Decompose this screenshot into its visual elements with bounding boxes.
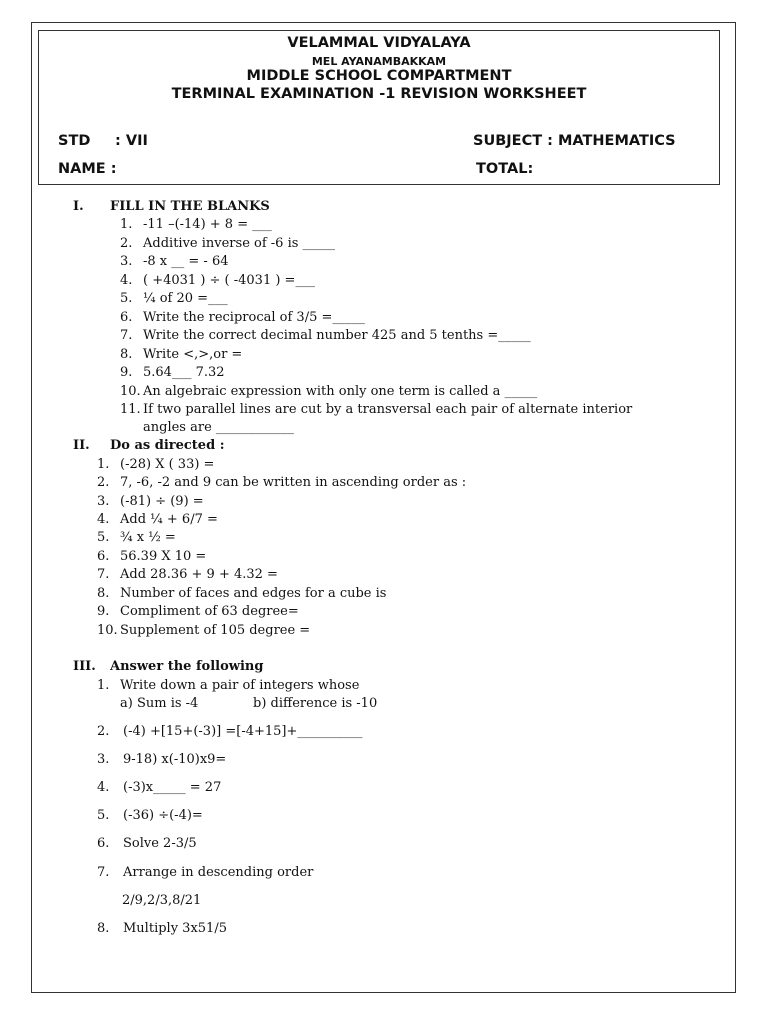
section-3-title: Answer the following (110, 659, 264, 674)
s1-item-text: Write the correct decimal number 425 and 5 tenths =_____ (143, 328, 531, 343)
s3-item-1-option-a: a) Sum is -4 (120, 696, 199, 711)
s1-item-num: 3. (120, 254, 133, 269)
s3-item-text: Write down a pair of integers whose (120, 678, 360, 693)
s3-item-num: 1. (97, 678, 110, 693)
s3-item-text: (-4) +[15+(-3)] =[-4+15]+__________ (123, 724, 363, 739)
s2-item-text: (-28) X ( 33) = (120, 457, 215, 472)
s3-item-text: 9-18) x(-10)x9= (123, 752, 227, 767)
s2-item-text: 7, -6, -2 and 9 can be written in ascending order as : (120, 475, 467, 490)
s2-item-num: 10. (97, 623, 118, 638)
s1-item-num: 10. (120, 384, 141, 399)
s3-item-num: 7. (97, 865, 110, 880)
s1-item-num: 5. (120, 291, 133, 306)
s2-item-num: 2. (97, 475, 110, 490)
s1-item-num: 2. (120, 236, 133, 251)
s2-item-text: Add 28.36 + 9 + 4.32 = (120, 567, 278, 582)
s1-item-text: 5.64___ 7.32 (143, 365, 225, 380)
section-2-title: Do as directed : (110, 438, 225, 453)
total-label: TOTAL: (476, 161, 534, 177)
s3-item-text: (-3)x_____ = 27 (123, 780, 222, 795)
section-2-numeral: II. (73, 438, 90, 453)
s3-item-7-values: 2/9,2/3,8/21 (122, 893, 202, 908)
s1-item-text: -11 –(-14) + 8 = ___ (143, 217, 272, 232)
s1-item-num: 1. (120, 217, 133, 232)
s2-item-num: 7. (97, 567, 110, 582)
s2-item-num: 9. (97, 604, 110, 619)
s1-item-11-continuation: angles are ____________ (143, 420, 294, 435)
compartment-title: MIDDLE SCHOOL COMPARTMENT (246, 68, 512, 84)
s3-item-text: Multiply 3x51/5 (123, 921, 227, 936)
s2-item-num: 5. (97, 530, 110, 545)
s1-item-num: 4. (120, 273, 133, 288)
s3-item-num: 2. (97, 724, 110, 739)
section-3-numeral: III. (73, 659, 96, 674)
s2-item-text: Add ¼ + 6/7 = (120, 512, 218, 527)
s2-item-num: 6. (97, 549, 110, 564)
s3-item-1-option-b: b) difference is -10 (253, 696, 378, 711)
s1-item-num: 6. (120, 310, 133, 325)
std-label: STD (58, 133, 91, 149)
s3-item-num: 8. (97, 921, 110, 936)
s2-item-num: 4. (97, 512, 110, 527)
s1-item-text: If two parallel lines are cut by a transversal each pair of alternate interior (143, 402, 633, 417)
s3-item-text: (-36) ÷(-4)= (123, 808, 203, 823)
section-1-numeral: I. (73, 199, 84, 214)
s1-item-num: 11. (120, 402, 141, 417)
s1-item-text: ( +4031 ) ÷ ( -4031 ) =___ (143, 273, 315, 288)
section-1-title: FILL IN THE BLANKS (110, 199, 270, 214)
school-name: VELAMMAL VIDYALAYA (287, 35, 471, 51)
s1-item-text: Additive inverse of -6 is _____ (143, 236, 336, 251)
s2-item-text: Number of faces and edges for a cube is (120, 586, 387, 601)
s1-item-text: Write <,>,or = (143, 347, 243, 362)
header-box (38, 30, 720, 185)
s2-item-text: Compliment of 63 degree= (120, 604, 299, 619)
school-location: MEL AYANAMBAKKAM (311, 55, 447, 68)
s2-item-text: Supplement of 105 degree = (120, 623, 311, 638)
s2-item-text: 56.39 X 10 = (120, 549, 207, 564)
s2-item-num: 8. (97, 586, 110, 601)
s1-item-text: -8 x __ = - 64 (143, 254, 229, 269)
s2-item-text: ¾ x ½ = (120, 530, 176, 545)
s3-item-text: Solve 2-3/5 (123, 836, 197, 851)
s1-item-num: 9. (120, 365, 133, 380)
s1-item-text: An algebraic expression with only one term is called a _____ (143, 384, 538, 399)
s3-item-num: 3. (97, 752, 110, 767)
s1-item-num: 7. (120, 328, 133, 343)
s1-item-num: 8. (120, 347, 133, 362)
std-value: : VII (115, 133, 148, 149)
subject-label: SUBJECT : MATHEMATICS (473, 133, 676, 149)
s2-item-text: (-81) ÷ (9) = (120, 494, 204, 509)
s2-item-num: 1. (97, 457, 110, 472)
s3-item-num: 6. (97, 836, 110, 851)
exam-title: TERMINAL EXAMINATION -1 REVISION WORKSHEET (171, 86, 587, 102)
s2-item-num: 3. (97, 494, 110, 509)
s1-item-text: Write the reciprocal of 3/5 =_____ (143, 310, 365, 325)
s3-item-num: 4. (97, 780, 110, 795)
s1-item-text: ¼ of 20 =___ (143, 291, 228, 306)
name-label: NAME : (58, 161, 117, 177)
s3-item-num: 5. (97, 808, 110, 823)
s3-item-text: Arrange in descending order (123, 865, 314, 880)
